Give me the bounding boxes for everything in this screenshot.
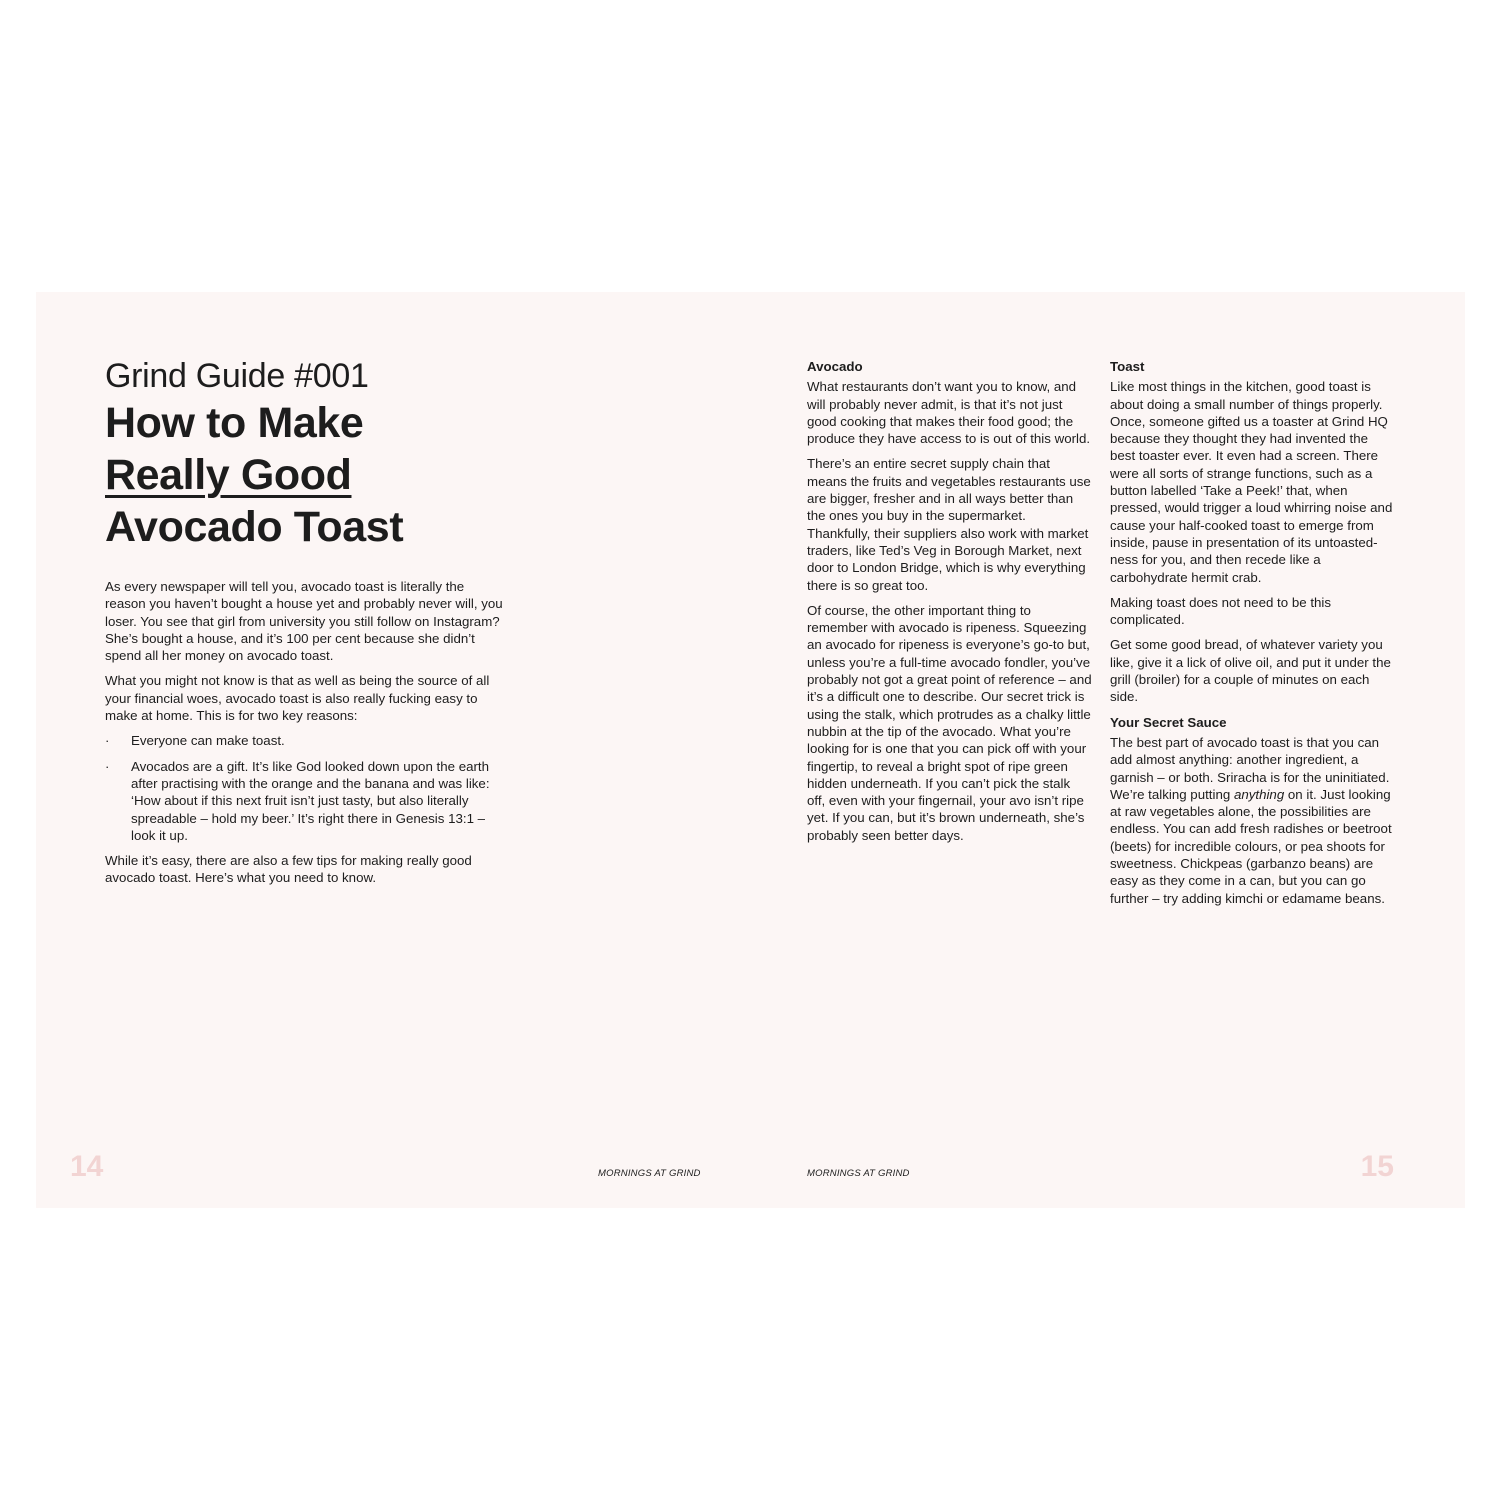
body-paragraph: Like most things in the kitchen, good toast is about doing a small number of things properly. Once, someone gifted us a toaster at Grind HQ because they thought they had invented the best toaster ever. It even had a screen. There were all sorts of strange functions, such as a button labelled ‘Take a Peek!’ that, when pressed, would trigger a loud whirring noise and cause your half-cooked toast to emerge from inside, pause in presentation of its untoasted-ness for you, and then recede like a carbohydrate hermit crab. <box>1110 379 1393 585</box>
book-spread <box>36 292 1465 1208</box>
page-title <box>105 397 403 553</box>
running-footer: MORNINGS AT GRIND <box>598 1168 701 1179</box>
list-item <box>105 732 505 749</box>
body-paragraph: Get some good bread, of whatever variety you like, give it a lick of olive oil, and put it under the grill (broiler) for a couple of minutes on each side. <box>1110 637 1391 705</box>
bullet-marker: · <box>105 733 110 749</box>
intro-text <box>105 578 505 895</box>
intro-paragraph: What you might not know is that as well as being the source of all your financial woes, avocado toast is also really fucking easy to make at home. This is for two key reasons: <box>105 673 490 724</box>
section-heading-secret-sauce: Your Secret Sauce <box>1110 714 1227 730</box>
list-item-text: Avocados are a gift. It’s like God looked down upon the earth after practising with the orange and the banana and was like: ‘How about if this next fruit isn’t just tasty, but also literally spreadable – hold my beer.’ It’s right there in Genesis 13:1 – look it up. <box>131 758 490 843</box>
sauce-text-end: on it. Just looking at raw vegetables alone, the possibilities are endless. You can add fresh radishes or beetroot (beets) for incredible colours, or pea shoots for sweetness. Chickpeas (garbanzo beans) are easy as they come in a can, but you can go further – try adding kimchi or edamame beans. <box>1110 786 1392 906</box>
column-toast <box>1110 358 1396 915</box>
intro-paragraph: As every newspaper will tell you, avocado toast is literally the reason you haven’t bought a house yet and probably never will, you loser. You see that girl from university you still follow on Instagram? She’s bought a house, and it’s 100 per cent because she didn’t spend all her money on avocado toast. <box>105 579 503 664</box>
page-number: 14 <box>70 1150 104 1183</box>
sauce-emphasis: anything <box>1233 786 1285 802</box>
list-item-text: Everyone can make toast. <box>131 733 285 749</box>
closing-paragraph: While it’s easy, there are also a few tips for making really good avocado toast. Here’s what you need to know. <box>105 853 472 886</box>
sauce-text-start: The best part of avocado toast is that you can add almost anything: another ingredient, a garnish – or both. Sriracha is for the uninitiated. We’re talking putting <box>1110 734 1390 802</box>
body-paragraph: What restaurants don’t want you to know, and will probably never admit, is that it’s not just good cooking that makes their food good; the produce they have access to is out of this world. <box>807 379 1091 447</box>
body-paragraph: Of course, the other important thing to remember with avocado is ripeness. Squeezing an avocado for ripeness is everyone’s go-to but, unless you’re a full-time avocado fondler, you’ve probably not got a great point of reference – and it’s a difficult one to describe. Our secret trick is using the stalk, which protrudes as a chalky little nubbin at the tip of the avocado. What you’re looking for is one that you can pick off with your fingertip, to reveal a bright spot of ripe green hidden underneath. If you can’t pick the stalk off, even with your fingernail, your avo isn’t ripe yet. If you can, but it’s brown underneath, she’s probably seen better days. <box>807 602 1092 843</box>
secret-sauce-paragraph <box>1110 734 1396 907</box>
title-line-2-underlined: Really Good <box>105 451 352 499</box>
guide-kicker: Grind Guide #001 <box>105 357 369 395</box>
body-paragraph: Making toast does not need to be this complicated. <box>1110 594 1332 628</box>
section-heading-avocado: Avocado <box>807 359 863 374</box>
page-number: 15 <box>1360 1150 1394 1183</box>
running-footer: MORNINGS AT GRIND <box>807 1168 910 1179</box>
list-item <box>105 758 505 844</box>
reasons-list <box>105 732 505 844</box>
column-avocado <box>807 358 1092 852</box>
section-heading-toast: Toast <box>1110 359 1145 374</box>
body-paragraph: There’s an entire secret supply chain that means the fruits and vegetables restaurants use are bigger, fresher and in all ways better than the ones you buy in the supermarket. Thankfully, their suppliers also work with market traders, like Ted’s Veg in Borough Market, next door to London Bridge, which is why everything there is so great too. <box>807 456 1091 593</box>
left-page <box>36 292 750 1208</box>
title-line-3: Avocado Toast <box>105 503 404 551</box>
bullet-marker: · <box>105 758 110 774</box>
title-line-1: How to Make <box>105 399 364 447</box>
right-page <box>750 292 1465 1208</box>
